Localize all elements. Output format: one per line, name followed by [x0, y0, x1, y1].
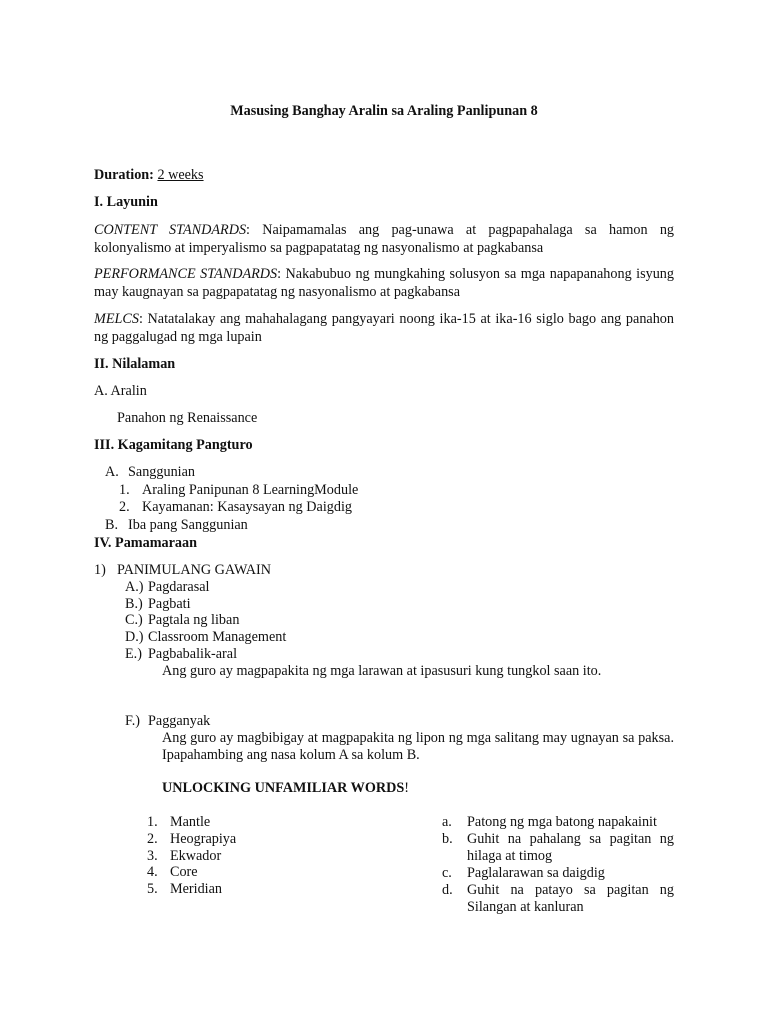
pagganyak-description: Ang guro ay magbibigay at magpapakita ng lipon ng mga salitang may ugnayan sa paksa. Ipapahambing ang nasa kolum A sa kolum B.	[162, 730, 674, 763]
column-a-text: Core	[170, 864, 198, 880]
column-a-item	[147, 814, 210, 831]
list-marker: B.	[105, 517, 119, 533]
performance-standards-label: PERFORMANCE STANDARDS	[94, 266, 278, 282]
list-marker: B.)	[125, 596, 143, 612]
list-marker: A.)	[125, 579, 144, 595]
step-1	[94, 562, 271, 579]
list-item	[119, 499, 352, 516]
duration-label: Duration:	[94, 167, 154, 183]
heading-kagamitan: III. Kagamitang Pangturo	[94, 437, 253, 453]
column-a-text: Ekwador	[170, 848, 222, 864]
column-a-text: Meridian	[170, 881, 223, 897]
list-item	[125, 629, 286, 646]
list-item-text: Pagtala ng liban	[148, 612, 240, 628]
list-marker: A.	[105, 464, 119, 480]
column-b-item	[442, 831, 674, 865]
list-item	[125, 596, 191, 613]
heading-pamamaraan: IV. Pamamaraan	[94, 535, 197, 551]
list-marker: 4.	[147, 864, 158, 880]
pagbabalik-aral-description: Ang guro ay magpapakita ng mga larawan at ipasusuri kung tungkol saan ito.	[162, 663, 602, 679]
duration-value: 2 weeks	[157, 167, 204, 183]
list-marker: 1)	[94, 562, 106, 578]
column-a-item	[147, 848, 221, 865]
aralin-label: A. Aralin	[94, 383, 147, 399]
melcs-label: MELCS	[94, 311, 139, 327]
column-b-text: Paglalarawan sa daigdig	[467, 865, 605, 881]
column-a-item	[147, 881, 222, 898]
list-marker: c.	[442, 865, 452, 881]
heading-layunin: I. Layunin	[94, 194, 158, 210]
column-a-text: Mantle	[170, 814, 211, 830]
document-title: Masusing Banghay Aralin sa Araling Panlipunan 8	[230, 103, 538, 119]
column-b-item	[442, 814, 674, 831]
step-1-label: PANIMULANG GAWAIN	[117, 562, 272, 578]
column-b-list	[442, 814, 674, 916]
column-b-text: Patong ng mga batong napakainit	[467, 814, 657, 830]
column-b-text: Guhit na pahalang sa pagitan ng hilaga at timog	[467, 831, 674, 864]
list-marker: E.)	[125, 646, 142, 662]
list-marker: D.)	[125, 629, 144, 645]
content-standards-paragraph	[94, 221, 674, 257]
sanggunian-label: Sanggunian	[128, 464, 195, 480]
unlocking-heading	[162, 780, 409, 797]
list-item	[119, 482, 358, 499]
list-item-text: Classroom Management	[148, 629, 287, 645]
duration-line	[94, 167, 204, 184]
list-marker: b.	[442, 831, 453, 847]
list-marker: 5.	[147, 881, 158, 897]
list-marker: 1.	[119, 482, 130, 498]
list-marker: F.)	[125, 713, 141, 729]
list-marker: 2.	[147, 831, 158, 847]
column-a-text: Heograpiya	[170, 831, 237, 847]
list-item	[125, 646, 237, 663]
list-marker: a.	[442, 814, 452, 830]
aralin-value: Panahon ng Renaissance	[117, 410, 258, 426]
list-item-text: Pagbati	[148, 596, 191, 612]
column-a-item	[147, 831, 236, 848]
melcs-text: : Natatalakay ang mahahalagang pangyayari noong ika-15 at ika-16 siglo bago ang panahon ng paggalugad ng mga lupain	[94, 311, 674, 345]
list-marker: 1.	[147, 814, 158, 830]
melcs-paragraph	[94, 310, 674, 346]
unlocking-heading-exclaim: !	[404, 780, 409, 796]
column-b-text: Guhit na patayo sa pagitan ng Silangan at kanluran	[467, 882, 674, 915]
performance-standards-paragraph	[94, 265, 674, 301]
content-standards-text: : Naipamamalas ang pag-unawa at pagpapahalaga sa hamon ng kolonyalismo at imperyalismo sa pagpapatatag ng nasyonalismo at pagkabansa	[94, 222, 675, 256]
list-item-text: Pagdarasal	[148, 579, 210, 595]
iba-item	[105, 517, 248, 534]
sanggunian-item	[105, 464, 195, 481]
list-item-text: Kayamanan: Kasaysayan ng Daigdig	[142, 499, 352, 515]
list-marker: 3.	[147, 848, 158, 864]
column-b-item	[442, 865, 674, 882]
unlocking-heading-text: UNLOCKING UNFAMILIAR WORDS	[162, 780, 405, 796]
list-marker: d.	[442, 882, 453, 898]
list-item-text: Pagbabalik-aral	[148, 646, 238, 662]
list-marker: 2.	[119, 499, 130, 515]
performance-standards-text: : Nakabubuo ng mungkahing solusyon sa mga napapanahong isyung may kaugnayan sa pagpapatatag ng nasyonalismo at pagkabansa	[94, 266, 674, 300]
heading-nilalaman: II. Nilalaman	[94, 356, 176, 372]
column-b-item	[442, 882, 674, 916]
iba-label: Iba pang Sanggunian	[128, 517, 248, 533]
list-marker: C.)	[125, 612, 143, 628]
content-standards-label: CONTENT STANDARDS	[94, 222, 247, 238]
pagganyak-label: Pagganyak	[148, 713, 211, 729]
list-item	[125, 612, 239, 629]
pagganyak-item	[125, 713, 210, 730]
list-item-text: Araling Panipunan 8 LearningModule	[142, 482, 359, 498]
list-item	[125, 579, 209, 596]
column-a-item	[147, 864, 198, 881]
